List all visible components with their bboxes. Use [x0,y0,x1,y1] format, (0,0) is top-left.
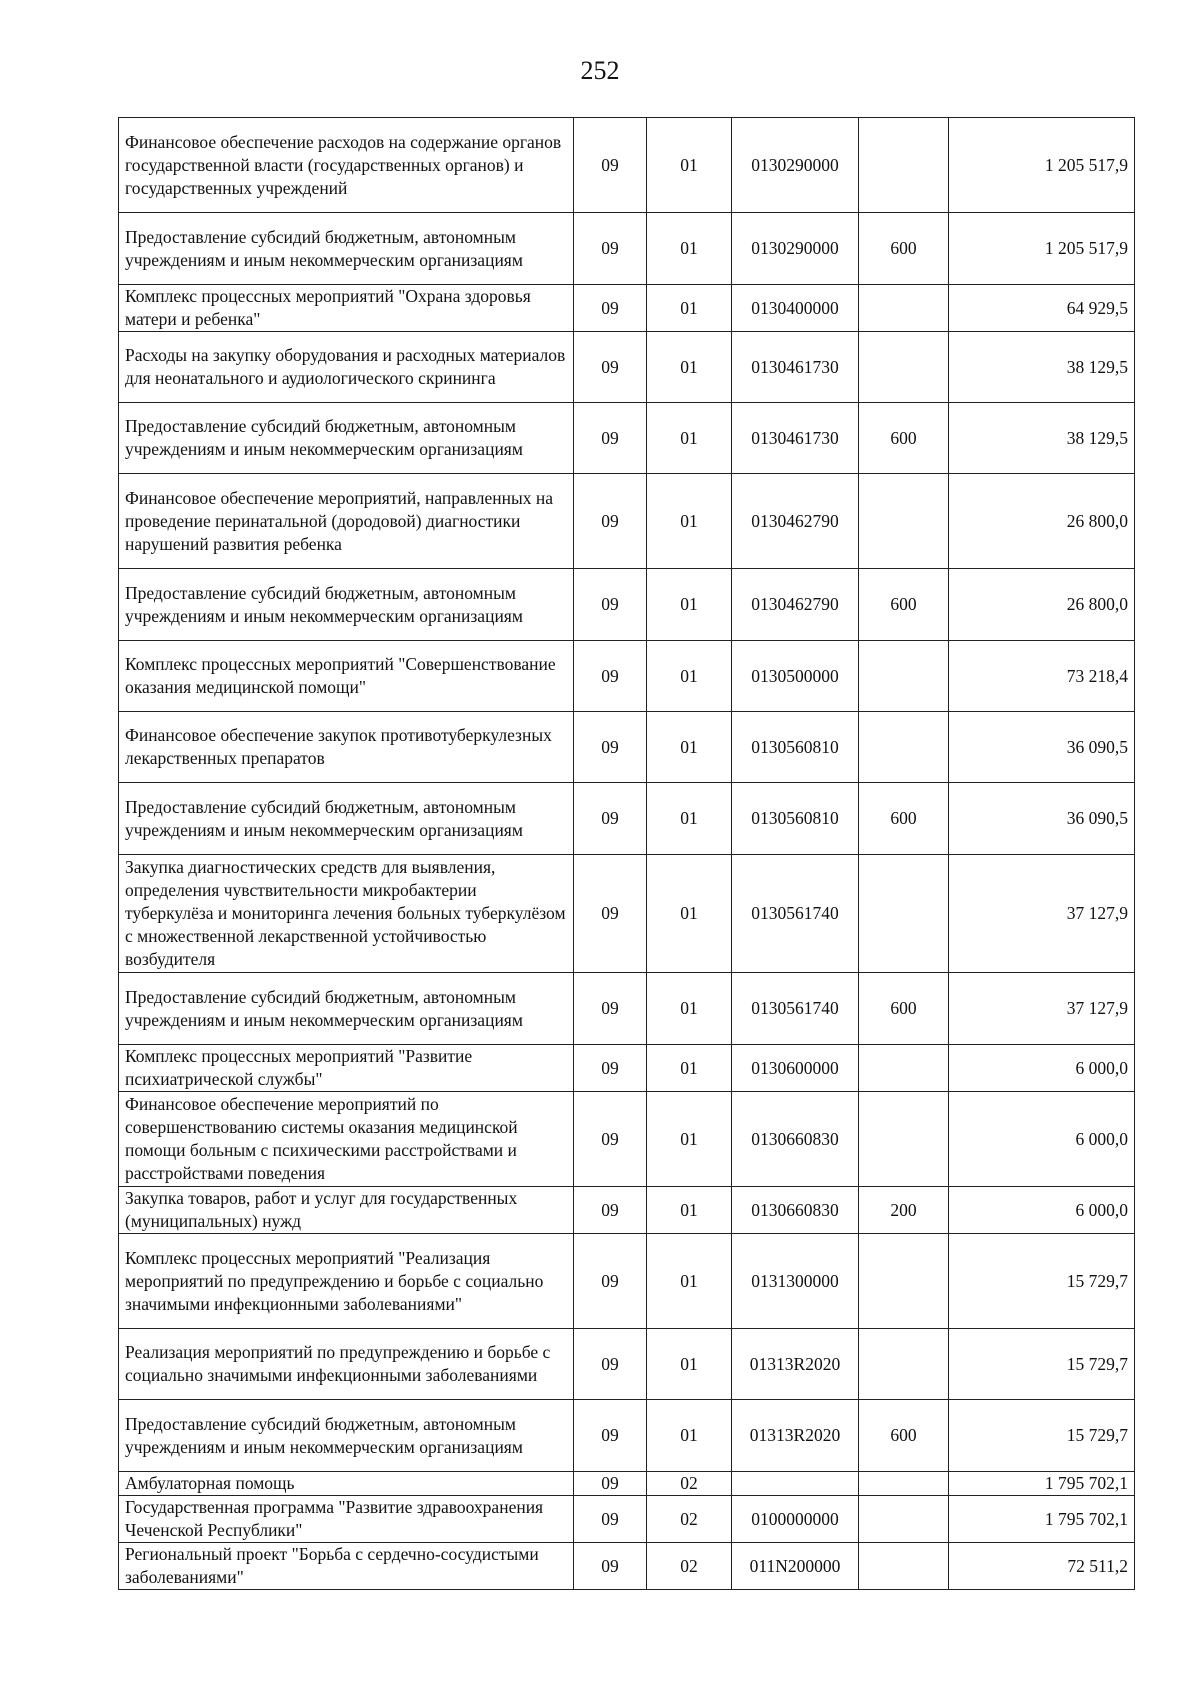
row-target-code: 0130462790 [732,569,859,641]
row-target-code: 0100000000 [732,1496,859,1543]
row-amount: 1 795 702,1 [949,1472,1135,1496]
row-subsection: 01 [647,285,732,332]
row-target-code: 01313R2020 [732,1400,859,1472]
row-target-code: 0130660830 [732,1187,859,1234]
row-target-code: 0130561740 [732,855,859,973]
row-expense-type [859,855,949,973]
row-subsection: 01 [647,1092,732,1187]
row-target-code: 0130400000 [732,285,859,332]
table-row [119,1400,1135,1472]
row-target-code: 0131300000 [732,1234,859,1329]
row-name: Закупка диагностических средств для выявления, определения чувствительности микробактерии туберкулёза и мониторинга лечения больных туберкулёзом с множественной лекарственной устойчивостью возбудителя [119,855,574,973]
row-subsection: 01 [647,474,732,569]
row-name: Финансовое обеспечение мероприятий по совершенствованию системы оказания медицинской помощи больным с психическими расстройствами и расстройствами поведения [119,1092,574,1187]
row-name: Региональный проект "Борьба с сердечно-сосудистыми заболеваниями" [119,1543,574,1590]
row-subsection: 01 [647,1400,732,1472]
row-name: Финансовое обеспечение расходов на содержание органов государственной власти (государственных органов) и государственных учреждений [119,118,574,213]
row-expense-type [859,1472,949,1496]
table-row [119,285,1135,332]
row-name: Предоставление субсидий бюджетным, автономным учреждениям и иным некоммерческим организациям [119,569,574,641]
row-subsection: 01 [647,213,732,285]
row-amount: 36 090,5 [949,712,1135,783]
row-subsection: 01 [647,641,732,712]
row-expense-type [859,1092,949,1187]
row-subsection: 01 [647,712,732,783]
table-row [119,1472,1135,1496]
table-row [119,332,1135,403]
row-name: Предоставление субсидий бюджетным, автономным учреждениям и иным некоммерческим организациям [119,783,574,855]
row-target-code: 0130290000 [732,213,859,285]
row-amount: 64 929,5 [949,285,1135,332]
table-row [119,569,1135,641]
row-subsection: 01 [647,332,732,403]
row-amount: 1 795 702,1 [949,1496,1135,1543]
row-target-code: 0130461730 [732,403,859,474]
row-name: Предоставление субсидий бюджетным, автономным учреждениям и иным некоммерческим организациям [119,213,574,285]
budget-table [118,117,1135,1590]
row-subsection: 01 [647,1234,732,1329]
row-amount: 73 218,4 [949,641,1135,712]
row-target-code: 011N200000 [732,1543,859,1590]
table-row [119,1045,1135,1092]
row-name: Закупка товаров, работ и услуг для государственных (муниципальных) нужд [119,1187,574,1234]
row-target-code: 0130500000 [732,641,859,712]
row-subsection: 01 [647,1045,732,1092]
row-subsection: 01 [647,1187,732,1234]
row-expense-type [859,118,949,213]
row-section: 09 [574,855,647,973]
row-target-code: 0130290000 [732,118,859,213]
row-expense-type: 600 [859,1400,949,1472]
row-section: 09 [574,1472,647,1496]
row-amount: 26 800,0 [949,474,1135,569]
row-amount: 6 000,0 [949,1045,1135,1092]
row-expense-type [859,1329,949,1400]
row-subsection: 01 [647,855,732,973]
row-target-code: 0130462790 [732,474,859,569]
row-target-code: 0130600000 [732,1045,859,1092]
row-amount: 1 205 517,9 [949,213,1135,285]
row-subsection: 02 [647,1496,732,1543]
row-amount: 1 205 517,9 [949,118,1135,213]
row-subsection: 01 [647,973,732,1045]
row-expense-type [859,1045,949,1092]
row-expense-type: 200 [859,1187,949,1234]
row-section: 09 [574,1496,647,1543]
row-section: 09 [574,1045,647,1092]
row-expense-type [859,474,949,569]
table-row [119,855,1135,973]
table-row [119,712,1135,783]
row-amount: 6 000,0 [949,1187,1135,1234]
row-subsection: 01 [647,118,732,213]
row-name: Предоставление субсидий бюджетным, автономным учреждениям и иным некоммерческим организациям [119,1400,574,1472]
row-section: 09 [574,641,647,712]
row-amount: 15 729,7 [949,1400,1135,1472]
row-amount: 38 129,5 [949,403,1135,474]
row-section: 09 [574,973,647,1045]
row-target-code: 0130560810 [732,783,859,855]
row-amount: 26 800,0 [949,569,1135,641]
row-name: Комплекс процессных мероприятий "Охрана здоровья матери и ребенка" [119,285,574,332]
row-name: Предоставление субсидий бюджетным, автономным учреждениям и иным некоммерческим организациям [119,973,574,1045]
row-expense-type: 600 [859,973,949,1045]
row-amount: 36 090,5 [949,783,1135,855]
row-name: Реализация мероприятий по предупреждению и борьбе с социально значимыми инфекционными заболеваниями [119,1329,574,1400]
row-expense-type [859,712,949,783]
row-expense-type [859,641,949,712]
row-expense-type: 600 [859,403,949,474]
row-section: 09 [574,569,647,641]
row-section: 09 [574,1092,647,1187]
row-subsection: 02 [647,1472,732,1496]
row-section: 09 [574,1329,647,1400]
row-target-code [732,1472,859,1496]
row-expense-type: 600 [859,569,949,641]
row-name: Финансовое обеспечение мероприятий, направленных на проведение перинатальной (дородовой) диагностики нарушений развития ребенка [119,474,574,569]
row-subsection: 01 [647,783,732,855]
row-target-code: 0130461730 [732,332,859,403]
row-section: 09 [574,1187,647,1234]
row-section: 09 [574,1234,647,1329]
row-name: Комплекс процессных мероприятий "Реализация мероприятий по предупреждению и борьбе с социально значимыми инфекционными заболеваниями" [119,1234,574,1329]
table-row [119,474,1135,569]
row-section: 09 [574,783,647,855]
table-row [119,1187,1135,1234]
table-row [119,1543,1135,1590]
row-section: 09 [574,332,647,403]
row-name: Комплекс процессных мероприятий "Совершенствование оказания медицинской помощи" [119,641,574,712]
table-row [119,1234,1135,1329]
row-expense-type [859,285,949,332]
row-subsection: 01 [647,1329,732,1400]
row-amount: 37 127,9 [949,973,1135,1045]
row-expense-type [859,332,949,403]
row-subsection: 02 [647,1543,732,1590]
row-section: 09 [574,474,647,569]
row-subsection: 01 [647,403,732,474]
row-name: Расходы на закупку оборудования и расходных материалов для неонатального и аудиологического скрининга [119,332,574,403]
row-name: Комплекс процессных мероприятий "Развитие психиатрической службы" [119,1045,574,1092]
table-row [119,403,1135,474]
page-number: 252 [580,56,620,85]
row-expense-type [859,1496,949,1543]
budget-table-body [119,118,1135,1590]
row-name: Финансовое обеспечение закупок противотуберкулезных лекарственных препаратов [119,712,574,783]
row-subsection: 01 [647,569,732,641]
row-amount: 72 511,2 [949,1543,1135,1590]
table-row [119,1329,1135,1400]
row-section: 09 [574,1543,647,1590]
row-section: 09 [574,403,647,474]
row-expense-type: 600 [859,213,949,285]
row-section: 09 [574,285,647,332]
row-amount: 15 729,7 [949,1329,1135,1400]
table-row [119,783,1135,855]
row-name: Амбулаторная помощь [119,1472,574,1496]
row-section: 09 [574,712,647,783]
row-amount: 38 129,5 [949,332,1135,403]
table-row [119,641,1135,712]
row-expense-type [859,1543,949,1590]
row-target-code: 01313R2020 [732,1329,859,1400]
row-amount: 37 127,9 [949,855,1135,973]
table-row [119,1496,1135,1543]
row-section: 09 [574,118,647,213]
row-amount: 15 729,7 [949,1234,1135,1329]
row-amount: 6 000,0 [949,1092,1135,1187]
table-row [119,213,1135,285]
table-row [119,118,1135,213]
table-row [119,973,1135,1045]
row-target-code: 0130560810 [732,712,859,783]
row-section: 09 [574,1400,647,1472]
table-row [119,1092,1135,1187]
row-name: Государственная программа "Развитие здравоохранения Чеченской Республики" [119,1496,574,1543]
row-expense-type: 600 [859,783,949,855]
row-target-code: 0130660830 [732,1092,859,1187]
row-target-code: 0130561740 [732,973,859,1045]
row-section: 09 [574,213,647,285]
row-name: Предоставление субсидий бюджетным, автономным учреждениям и иным некоммерческим организациям [119,403,574,474]
row-expense-type [859,1234,949,1329]
